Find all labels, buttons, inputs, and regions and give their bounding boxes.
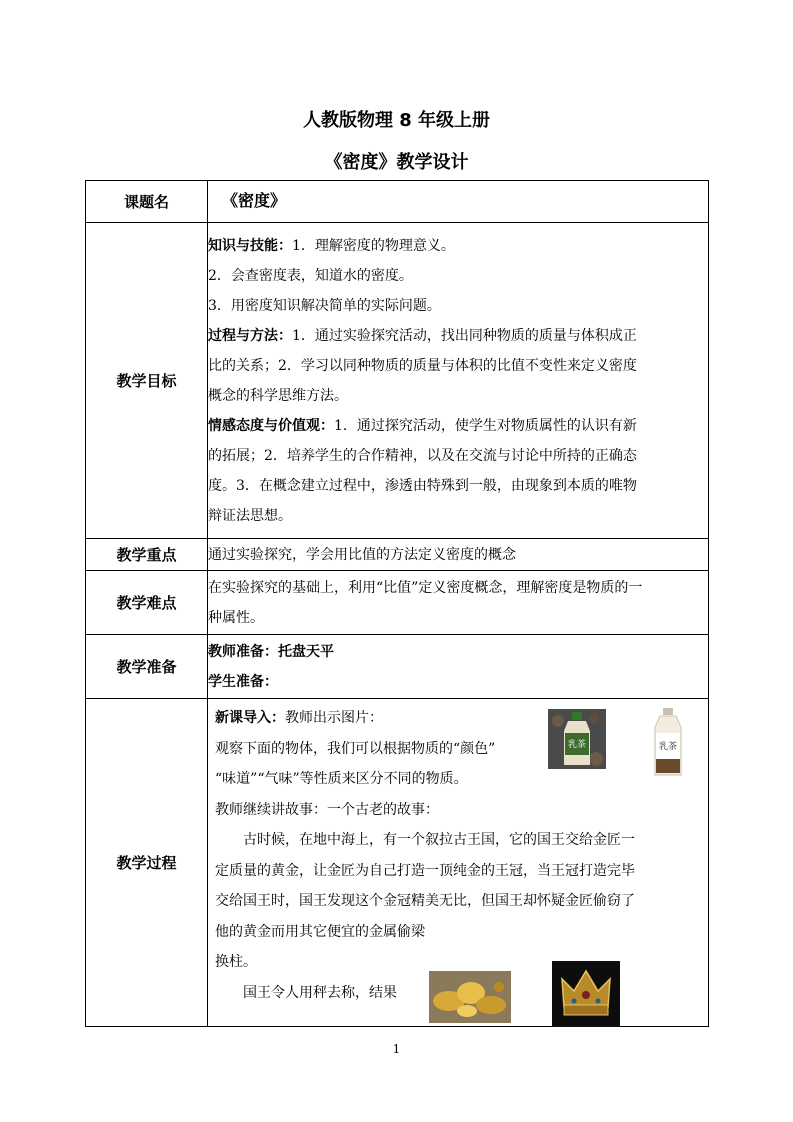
table-row: [86, 571, 709, 635]
course-name: 《密度》: [208, 181, 709, 223]
process-line: 国王令人用秤去称，结果: [243, 984, 397, 1001]
process-line: 定质量的黄金，让金匠为自己打造一顶纯金的王冠，当王冠打造完毕: [215, 862, 635, 879]
goal-line: 过程与方法：1．通过实验探究活动，找出同种物质的质量与体积成正: [208, 327, 637, 344]
row-label-key: 教学重点: [86, 539, 208, 571]
page-number: 1: [392, 1042, 401, 1056]
goal-line: 概念的科学思维方法。: [208, 387, 348, 404]
milk-tea-image-2: [646, 707, 690, 779]
row-label-course: 课题名: [86, 181, 208, 223]
row-label-difficulty: 教学难点: [86, 571, 208, 635]
process-line: 教师继续讲故事：一个古老的故事：: [215, 801, 439, 818]
goal-line: 辩证法思想。: [208, 507, 292, 524]
process-line: 古时候，在地中海上，有一个叙拉古王国，它的国王交给金匠一: [243, 832, 635, 848]
table-row: [86, 699, 709, 1027]
difficulty-line: 在实验探究的基础上，利用“比值”定义密度概念，理解密度是物质的一: [208, 579, 643, 596]
table-row: [86, 539, 709, 571]
process-line: 观察下面的物体，我们可以根据物质的“颜色”: [215, 740, 496, 757]
gold-crown-image: [552, 961, 620, 1027]
process-line: “味道”“气味”等性质来区分不同的物质。: [215, 771, 468, 787]
goal-line: 的拓展；2．培养学生的合作精神，以及在交流与讨论中所持的正确态: [208, 447, 637, 464]
table-row: [86, 635, 709, 699]
process-cell: [208, 699, 709, 1027]
bottle-label-text: 乳茶: [658, 742, 678, 752]
goal-line: 2．会查密度表，知道水的密度。: [208, 267, 413, 284]
bottle-label-text: 乳茶: [567, 740, 587, 750]
key-point: 通过实验探究，学会用比值的方法定义密度的概念: [208, 539, 709, 571]
process-line: 他的黄金而用其它便宜的金属偷梁: [215, 923, 425, 940]
gold-nuggets-image: [429, 971, 511, 1023]
goals-cell: [208, 223, 709, 539]
table-row: [86, 181, 709, 223]
goal-line: 比的关系；2．学习以同种物质的质量与体积的比值不变性来定义密度: [208, 357, 637, 374]
difficulty-line: 种属性。: [208, 609, 264, 626]
goal-line: 度。3．在概念建立过程中，渗透由特殊到一般，由现象到本质的唯物: [208, 477, 637, 494]
milk-tea-image-1: [548, 709, 606, 769]
goal-line: 情感态度与价值观：1．通过探究活动，使学生对物质属性的认识有新: [208, 417, 637, 434]
row-label-goals: 教学目标: [86, 223, 208, 539]
difficulty-cell: [208, 571, 709, 635]
row-label-process: 教学过程: [86, 699, 208, 1027]
document-title: 人教版物理 8 年级上册: [302, 110, 491, 131]
table-row: [86, 223, 709, 539]
prep-cell: [208, 635, 709, 699]
goal-line: 3．用密度知识解决简单的实际问题。: [208, 297, 441, 314]
process-line: 交给国王时，国王发现这个金冠精美无比，但国王却怀疑金匠偷窃了: [215, 893, 635, 909]
teacher-prep: 教师准备：托盘天平: [208, 643, 334, 660]
student-prep: 学生准备：: [208, 673, 278, 690]
goal-line: 知识与技能：1．理解密度的物理意义。: [208, 237, 455, 254]
row-label-prep: 教学准备: [86, 635, 208, 699]
document-subtitle: 《密度》教学设计: [324, 152, 469, 173]
process-line: 新课导入：教师出示图片：: [215, 710, 383, 726]
process-line: 换柱。: [215, 954, 257, 970]
lesson-plan-table: [85, 180, 709, 1027]
